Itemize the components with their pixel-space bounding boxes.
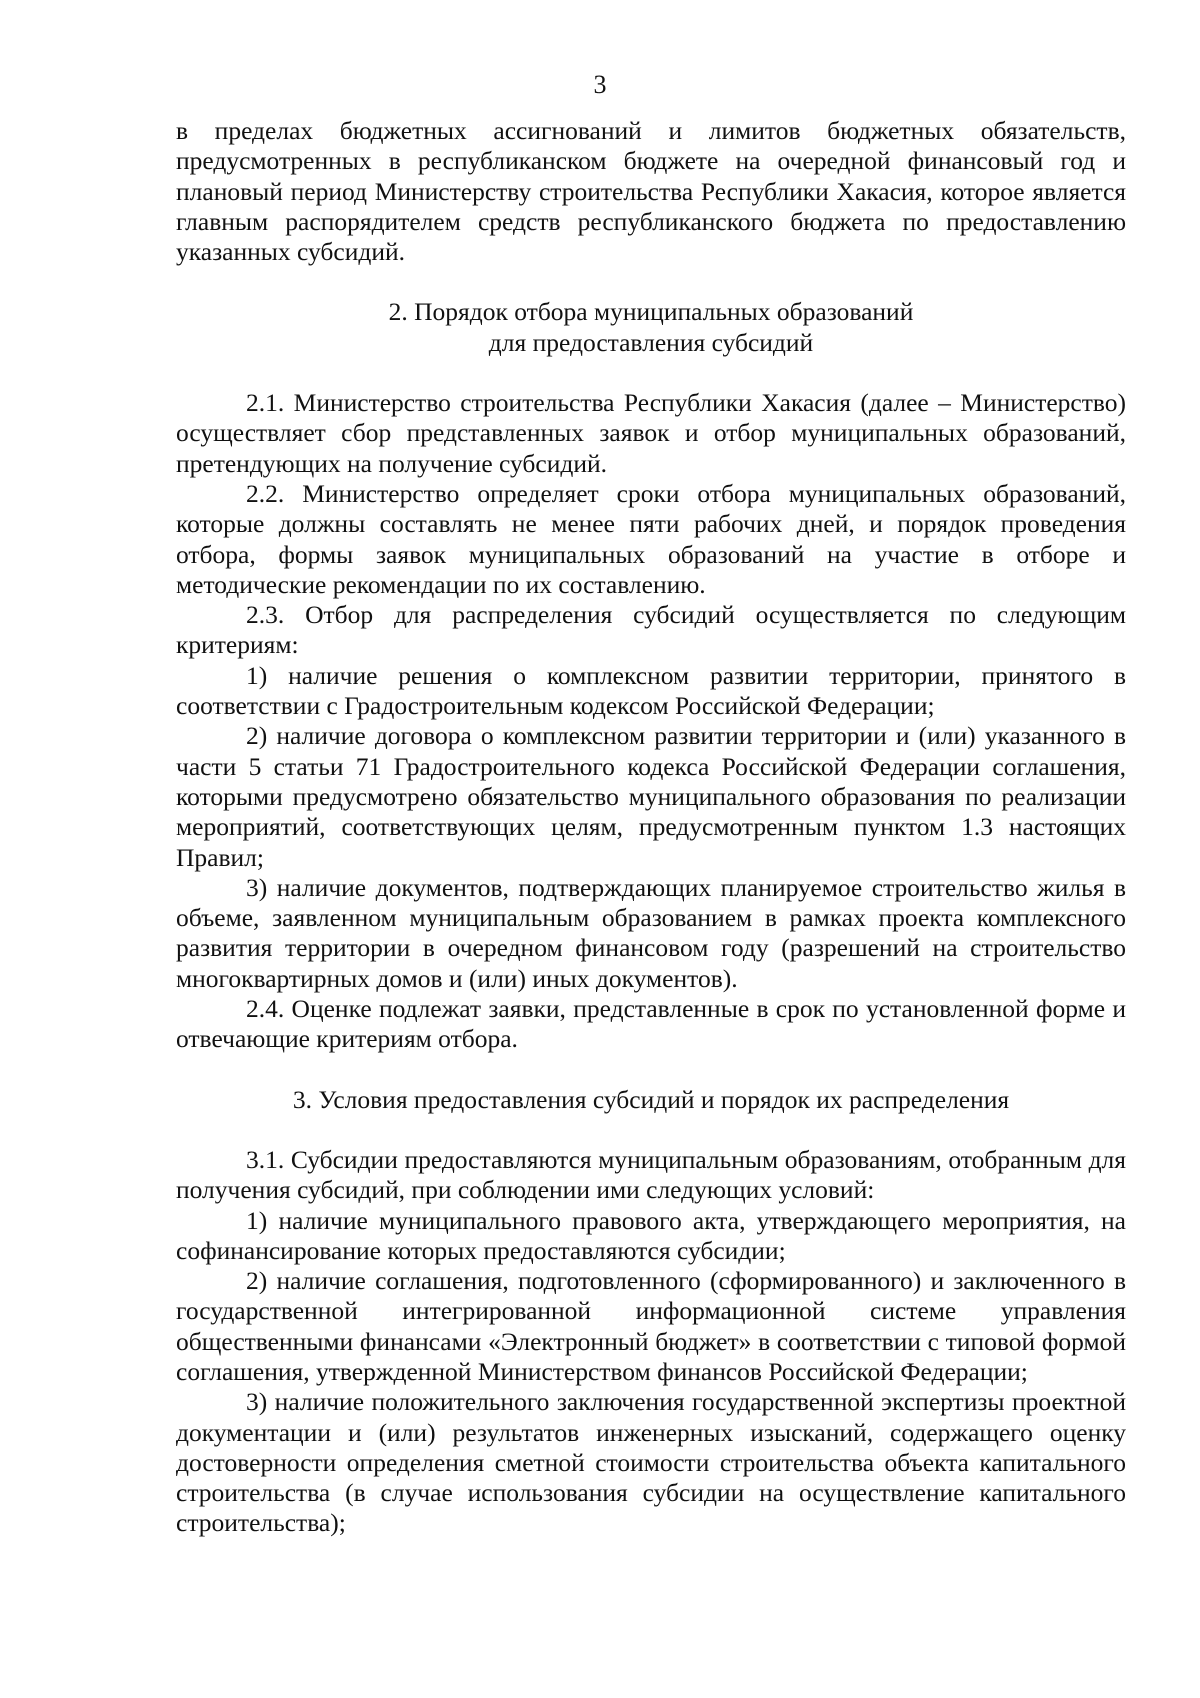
paragraph-3-1-item-1: 1) наличие муниципального правового акта, утверждающего мероприятия, на софинансирование которых предоставляются субсидии; <box>176 1205 1126 1265</box>
paragraph-2-3: 2.3. Отбор для распределения субсидий осуществляется по следующим критериям: <box>176 600 1126 660</box>
page-number: 3 <box>593 70 607 99</box>
section-3-title: 3. Условия предоставления субсидий и порядок их распределения <box>292 1084 1010 1114</box>
paragraph-2-1: 2.1. Министерство строительства Республики Хакасия (далее – Министерство) осуществляет сбор представленных заявок и отбор муниципальных образований, претендующих на получение субсидий. <box>176 388 1126 478</box>
paragraph-2-2: 2.2. Министерство определяет сроки отбора муниципальных образований, которые должны составлять не менее пяти рабочих дней, и порядок проведения отбора, формы заявок муниципальных образований на участие в отборе и методические рекомендации по их составлению. <box>176 478 1126 599</box>
paragraph-3-1: 3.1. Субсидии предоставляются муниципальным образованиям, отобранным для получения субсидий, при соблюдении ими следующих условий: <box>176 1144 1126 1205</box>
intro-paragraph: в пределах бюджетных ассигнований и лимитов бюджетных обязательств, предусмотренных в республиканском бюджете на очередной финансовый год и плановый период Министерству строительства Республики Хакасия, которое является главным распорядителем средств республиканского бюджета по предоставлению указанных субсидий. <box>176 116 1126 267</box>
paragraph-3-1-item-3: 3) наличие положительного заключения государственной экспертизы проектной документации и (или) результатов инженерных изысканий, содержащего оценку достоверности определения сметной стоимости строительства объекта капитального строительства (в случае использования субсидии на осуществление капитального строительства); <box>176 1387 1126 1538</box>
paragraph-2-3-item-3: 3) наличие документов, подтверждающих планируемое строительство жилья в объеме, заявленном муниципальным образованием в рамках проекта комплексного развития территории в очередном финансовом году (разрешений на строительство многоквартирных домов и (или) иных документов). <box>176 872 1126 993</box>
document-body <box>176 116 1126 1539</box>
section-2-title-line-2: для предоставления субсидий <box>488 327 814 357</box>
paragraph-2-3-item-2: 2) наличие договора о комплексном развитии территории и (или) указанного в части 5 статьи 71 Градостроительного кодекса Российской Федерации соглашения, которыми предусмотрено обязательство муниципального образования по реализации мероприятий, соответствующих целям, предусмотренным пунктом 1.3 настоящих Правил; <box>176 721 1126 872</box>
paragraph-2-4: 2.4. Оценке подлежат заявки, представленные в срок по установленной форме и отвечающие критериям отбора. <box>176 994 1126 1054</box>
section-2-title-line-1: 2. Порядок отбора муниципальных образований <box>388 297 914 327</box>
paragraph-3-1-item-2: 2) наличие соглашения, подготовленного (сформированного) и заключенного в государственной интегрированной информационной системе управления общественными финансами «Электронный бюджет» в соответствии с типовой формой соглашения, утвержденной Министерством финансов Российской Федерации; <box>176 1266 1126 1386</box>
paragraph-2-3-item-1: 1) наличие решения о комплексном развитии территории, принятого в соответствии с Градостроительным кодексом Российской Федерации; <box>176 660 1126 721</box>
